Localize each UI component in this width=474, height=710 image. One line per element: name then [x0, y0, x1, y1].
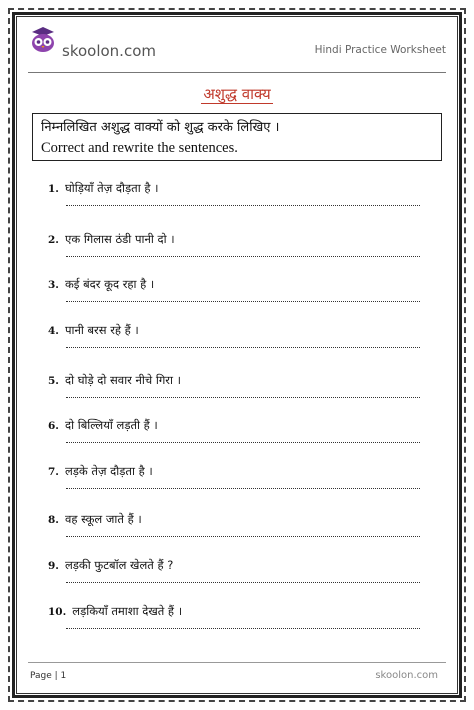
instructions-english: Correct and rewrite the sentences. [41, 140, 238, 156]
question-number: 10. [48, 606, 67, 618]
question-item [48, 558, 428, 573]
question-text: वह स्कूल जाते हैं । [64, 512, 142, 526]
question-number: 9. [48, 560, 59, 572]
question-text: एक गिलास ठंडी पानी दो । [64, 232, 175, 246]
answer-line[interactable] [66, 628, 420, 629]
instructions-hindi: निम्नलिखित अशुद्ध वाक्यों को शुद्ध करके लिखिए । [41, 120, 280, 135]
question-item [48, 323, 428, 338]
question-item [48, 232, 428, 247]
question-number: 6. [48, 420, 59, 432]
question-number: 5. [48, 375, 59, 387]
answer-line[interactable] [66, 536, 420, 537]
brand-name: skoolon.com [62, 42, 156, 60]
footer-brand: skoolon.com [375, 670, 438, 681]
question-text: लड़कियाँ तमाशा देखते हैं । [72, 604, 183, 618]
question-item [48, 464, 428, 479]
worksheet-title-text: अशुद्ध वाक्य [203, 85, 271, 103]
answer-line[interactable] [66, 488, 420, 489]
worksheet-type: Hindi Practice Worksheet [314, 44, 446, 56]
question-number: 4. [48, 325, 59, 337]
question-text: दो बिल्लियाँ लड़ती हैं । [64, 418, 158, 432]
question-item [48, 418, 428, 433]
footer-divider [28, 662, 446, 663]
question-item [48, 277, 428, 292]
question-item [48, 604, 428, 619]
question-text: घोड़ियाँ तेज़ दौड़ता है । [64, 181, 159, 195]
answer-line[interactable] [66, 347, 420, 348]
question-number: 2. [48, 234, 59, 246]
question-item [48, 181, 428, 196]
answer-line[interactable] [66, 301, 420, 302]
question-item [48, 512, 428, 527]
answer-line[interactable] [66, 256, 420, 257]
page-number: Page | 1 [30, 671, 67, 681]
question-number: 3. [48, 279, 59, 291]
question-number: 7. [48, 466, 59, 478]
answer-line[interactable] [66, 397, 420, 398]
question-text: कई बंदर कूद रहा है । [64, 277, 155, 291]
question-text: लड़की फुटबॉल खेलते हैं ? [64, 558, 174, 572]
question-item [48, 373, 428, 388]
question-text: दो घोड़े दो सवार नीचे गिरा । [64, 373, 182, 387]
question-number: 1. [48, 183, 59, 195]
question-number: 8. [48, 514, 59, 526]
question-text: लड़के तेज़ दौड़ता है । [64, 464, 153, 478]
question-text: पानी बरस रहे हैं । [64, 323, 139, 337]
answer-line[interactable] [66, 582, 420, 583]
answer-line[interactable] [66, 442, 420, 443]
answer-line[interactable] [66, 205, 420, 206]
